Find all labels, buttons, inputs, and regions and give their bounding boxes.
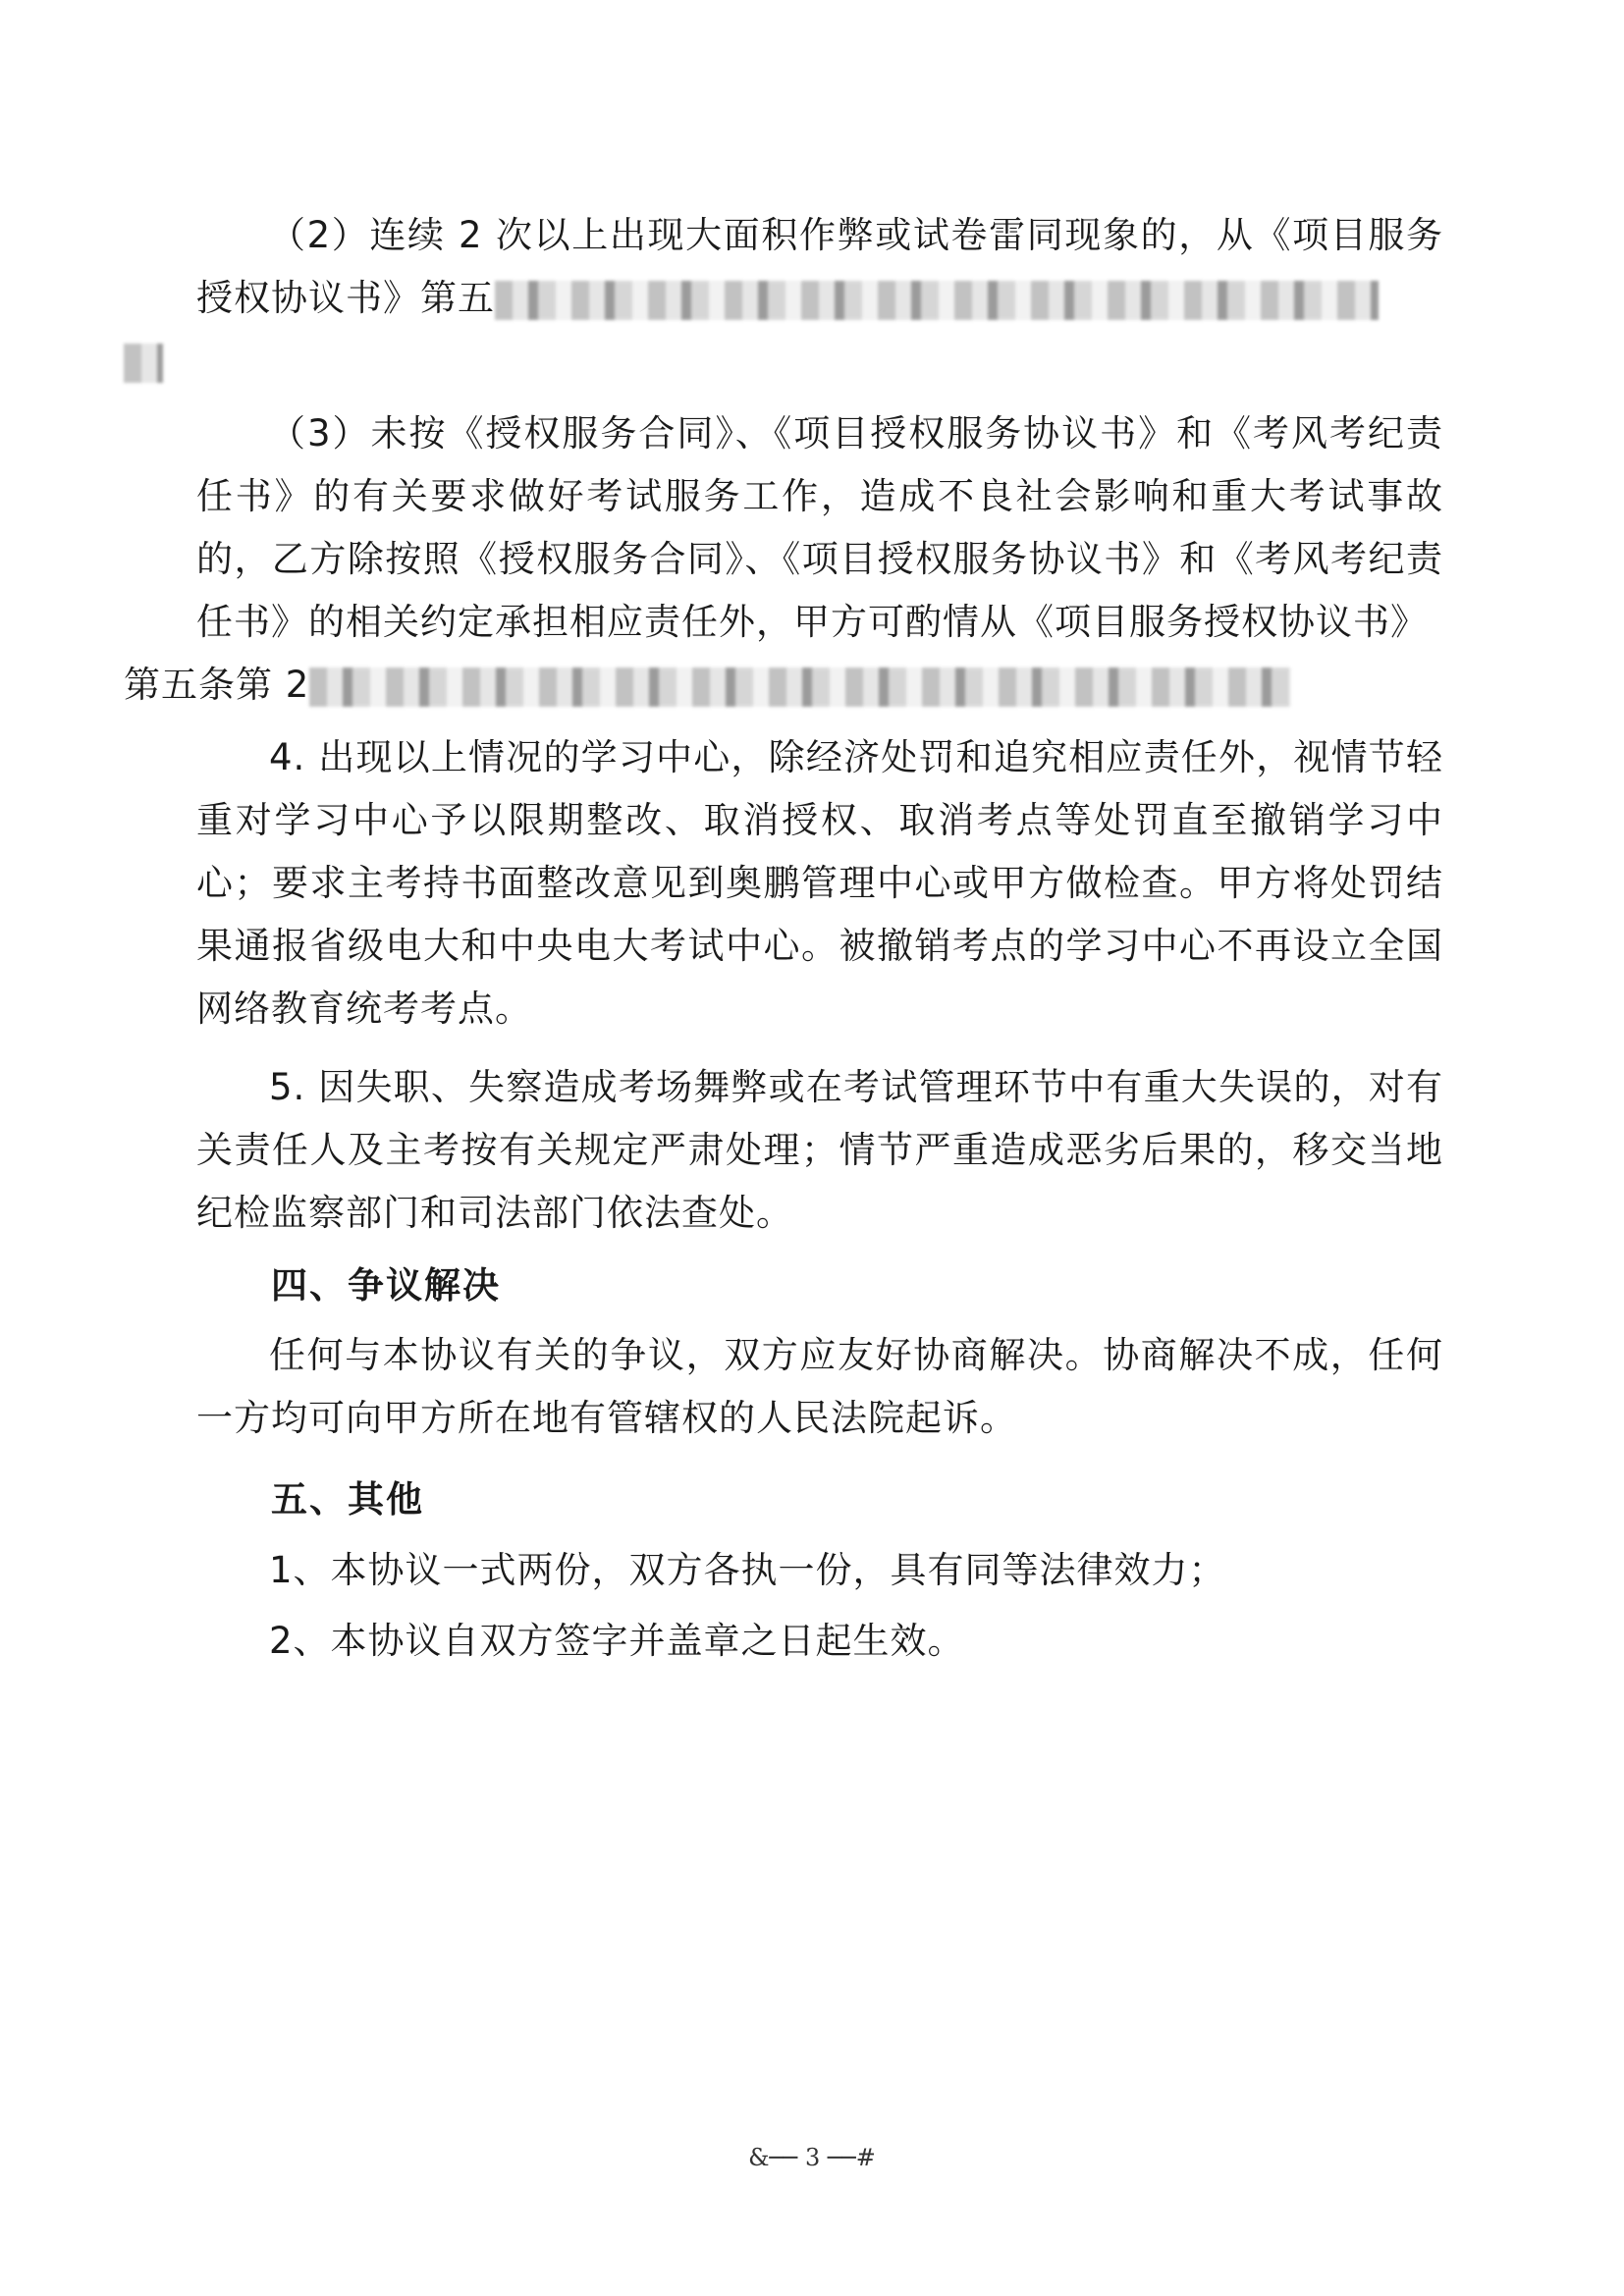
paragraph-2 (196, 204, 1443, 393)
paragraph-3-tail: 第五条第 2 (124, 664, 310, 706)
paragraph-2-text: （2）连续 2 次以上出现大面积作弊或试卷雷同现象的，从《项目服务授权协议书》第五 (196, 214, 1443, 319)
paragraph-6: 任何与本协议有关的争议，双方应友好协商解决。协商解决不成，任何一方均可向甲方所在地有管辖权的人民法院起诉。 (196, 1334, 1443, 1439)
page-number: &── 3 ──# (748, 2144, 876, 2171)
redacted-block (309, 667, 1291, 707)
paragraph-3-text: （3）未按《授权服务合同》、《项目授权服务协议书》和《考风考纪责任书》的有关要求做好考试服务工作，造成不良社会影响和重大考试事故的，乙方除按照《授权服务合同》、《项目授权服务协议书》和《考风考纪责任书》的相关约定承担相应责任外，甲方可酌情从《项目服务授权协议书》 (196, 412, 1443, 643)
paragraph-5: 5. 因失职、失察造成考场舞弊或在考试管理环节中有重大失误的，对有关责任人及主考按有关规定严肃处理；情节严重造成恶劣后果的，移交当地纪检监察部门和司法部门依法查处。 (196, 1066, 1443, 1234)
paragraph-8: 2、本协议自双方签字并盖章之日起生效。 (269, 1620, 965, 1662)
section-heading-other: 五、其他 (271, 1478, 424, 1521)
paragraph-7: 1、本协议一式两份，双方各执一份，具有同等法律效力； (269, 1549, 1226, 1591)
section-heading-dispute: 四、争议解决 (271, 1264, 501, 1307)
paragraph-3 (124, 402, 1443, 717)
redacted-block-small (124, 344, 163, 383)
paragraph-4: 4. 出现以上情况的学习中心，除经济处罚和追究相应责任外，视情节轻重对学习中心予以限期整改、取消授权、取消考点等处罚直至撤销学习中心；要求主考持书面整改意见到奥鹏管理中心或甲方做检查。甲方将处罚结果通报省级电大和中央电大考试中心。被撤销考点的学习中心不再设立全国网络教育统考考点。 (196, 736, 1443, 1030)
redacted-block (495, 281, 1379, 320)
